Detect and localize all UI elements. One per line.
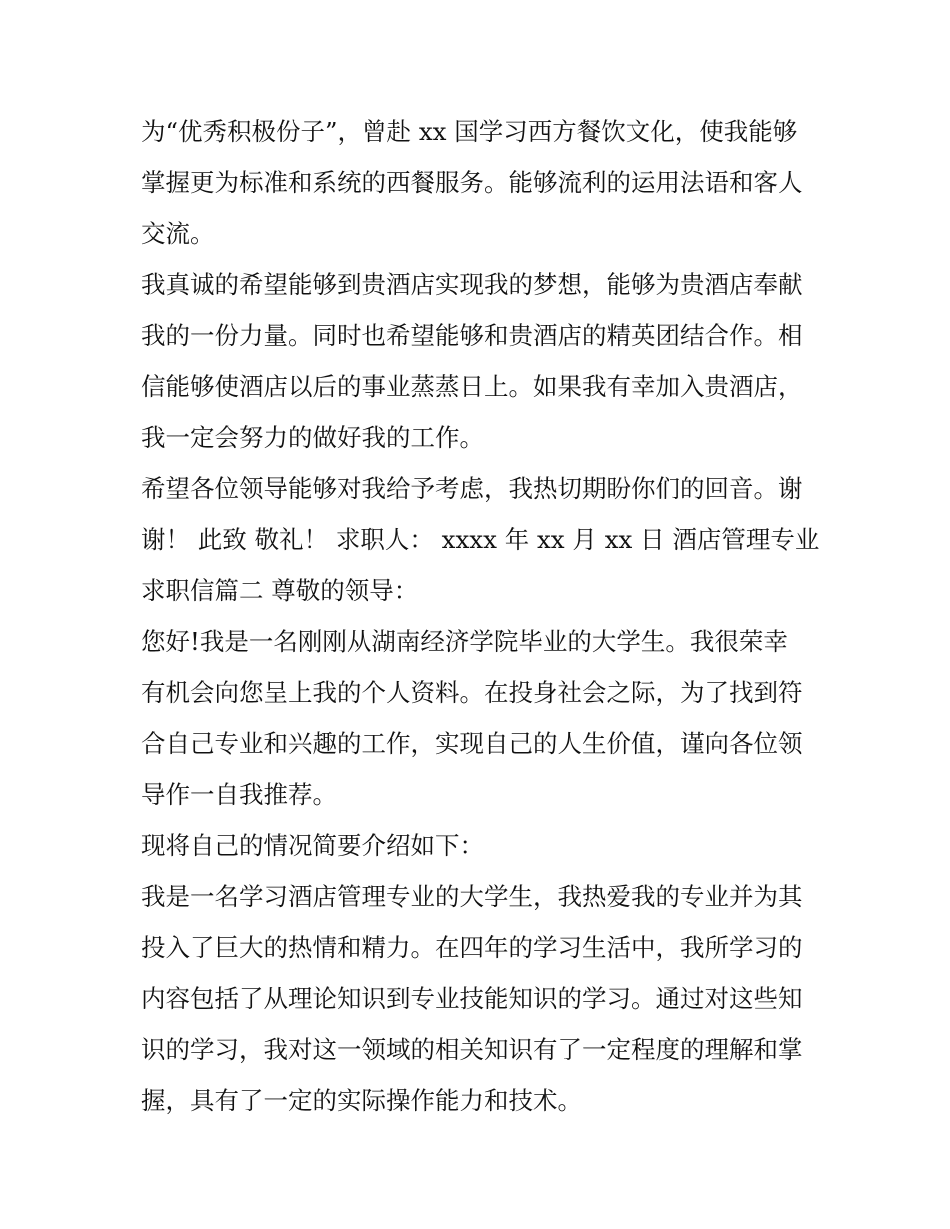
text-line: 我真诚的希望能够到贵酒店实现我的梦想，能够为贵酒店奉献 bbox=[141, 270, 803, 299]
text-line: 我一定会努力的做好我的工作。 bbox=[141, 423, 484, 452]
text-line: 我是一名学习酒店管理专业的大学生，我热爱我的专业并为其 bbox=[141, 882, 803, 911]
text-line: 信能够使酒店以后的事业蒸蒸日上。如果我有幸加入贵酒店， bbox=[141, 372, 803, 401]
text-line: 内容包括了从理论知识到专业技能知识的学习。通过对这些知 bbox=[141, 984, 803, 1013]
text-line: 掌握更为标准和系统的西餐服务。能够流利的运用法语和客人 bbox=[141, 168, 803, 197]
text-line: 投入了巨大的热情和精力。在四年的学习生活中，我所学习的 bbox=[141, 933, 803, 962]
text-line: 有机会向您呈上我的个人资料。在投身社会之际，为了找到符 bbox=[141, 678, 803, 707]
text-line: 现将自己的情况简要介绍如下： bbox=[141, 831, 484, 860]
text-line: 合自己专业和兴趣的工作，实现自己的人生价值，谨向各位领 bbox=[141, 729, 803, 758]
section-heading: 求职信篇二 尊敬的领导： bbox=[141, 576, 419, 605]
text-line: 交流。 bbox=[141, 219, 215, 248]
text-line: 识的学习，我对这一领域的相关知识有了一定程度的理解和掌 bbox=[141, 1035, 803, 1064]
document-body bbox=[141, 106, 821, 1126]
text-line: 谢！ 此致 敬礼！ 求职人： xxxx 年 xx 月 xx 日 酒店管理专业 bbox=[141, 525, 820, 554]
text-line: 我的一份力量。同时也希望能够和贵酒店的精英团结合作。相 bbox=[141, 321, 803, 350]
text-line: 导作一自我推荐。 bbox=[141, 780, 337, 809]
text-line: 您好!我是一名刚刚从湖南经济学院毕业的大学生。我很荣幸 bbox=[141, 627, 788, 656]
text-line: 为“优秀积极份子”，曾赴 xx 国学习西方餐饮文化，使我能够 bbox=[141, 117, 798, 146]
text-line: 握，具有了一定的实际操作能力和技术。 bbox=[141, 1086, 582, 1115]
text-line: 希望各位领导能够对我给予考虑，我热切期盼你们的回音。谢 bbox=[141, 474, 803, 503]
